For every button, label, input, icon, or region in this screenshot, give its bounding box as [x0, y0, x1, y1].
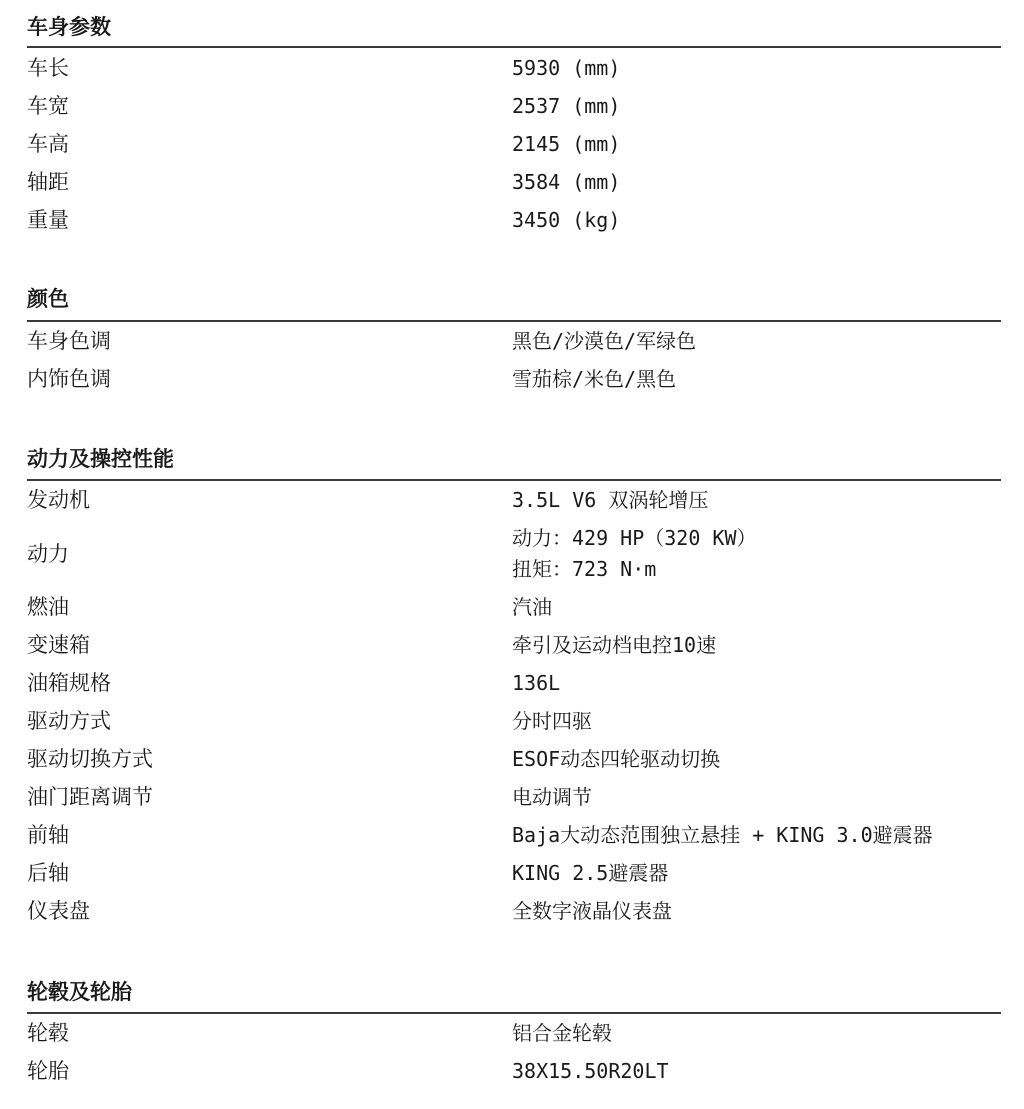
spec-label: 车身色调 [27, 329, 111, 353]
spec-label: 驱动切换方式 [27, 747, 153, 771]
spec-label: 油箱规格 [27, 671, 111, 695]
spec-label: 车长 [27, 56, 69, 80]
spec-value: 2537 (mm) [512, 94, 621, 118]
spec-label: 轴距 [27, 170, 69, 194]
spec-value: KING 2.5避震器 [512, 861, 669, 885]
spec-label: 轮胎 [27, 1059, 69, 1083]
spec-value: 3450 (kg) [512, 208, 621, 232]
spec-value: 5930 (mm) [512, 56, 621, 80]
spec-value: 136L [512, 671, 561, 695]
section-divider [27, 320, 1001, 322]
spec-label: 后轴 [27, 861, 69, 885]
spec-value: 黑色/沙漠色/军绿色 [512, 329, 697, 353]
section-divider [27, 479, 1001, 481]
section-title: 轮毂及轮胎 [27, 980, 132, 1004]
spec-label: 变速箱 [27, 633, 90, 657]
spec-label: 内饰色调 [27, 367, 111, 391]
spec-label: 仪表盘 [27, 899, 90, 923]
spec-value-power: 动力：429 HP（320 KW） [512, 526, 757, 550]
spec-value-torque: 扭矩：723 N·m [512, 557, 657, 581]
spec-value: 铝合金轮毂 [512, 1021, 612, 1045]
spec-value: 全数字液晶仪表盘 [512, 899, 672, 923]
spec-value: 汽油 [512, 595, 552, 619]
spec-value: 2145 (mm) [512, 132, 621, 156]
spec-value: 电动调节 [512, 785, 592, 809]
spec-label: 发动机 [27, 488, 90, 512]
section-divider [27, 46, 1001, 48]
spec-label: 前轴 [27, 823, 69, 847]
spec-label: 车高 [27, 132, 69, 156]
section-divider [27, 1012, 1001, 1014]
spec-value: 3584 (mm) [512, 170, 621, 194]
spec-label: 燃油 [27, 595, 69, 619]
section-title: 车身参数 [27, 15, 111, 39]
spec-label: 驱动方式 [27, 709, 111, 733]
spec-value: 雪茄棕/米色/黑色 [512, 367, 677, 391]
spec-label: 重量 [27, 208, 69, 232]
section-title: 动力及操控性能 [27, 447, 174, 471]
spec-value: ESOF动态四轮驱动切换 [512, 747, 721, 771]
spec-label: 车宽 [27, 94, 69, 118]
spec-value: 38X15.50R20LT [512, 1059, 669, 1083]
spec-label: 轮毂 [27, 1021, 69, 1045]
spec-label: 油门距离调节 [27, 785, 153, 809]
spec-value: Baja大动态范围独立悬挂 + KING 3.0避震器 [512, 823, 933, 847]
spec-value: 3.5L V6 双涡轮增压 [512, 488, 709, 512]
spec-value: 牵引及运动档电控10速 [512, 633, 717, 657]
spec-label: 动力 [27, 542, 69, 566]
section-title: 颜色 [27, 287, 69, 311]
spec-value: 分时四驱 [512, 709, 592, 733]
